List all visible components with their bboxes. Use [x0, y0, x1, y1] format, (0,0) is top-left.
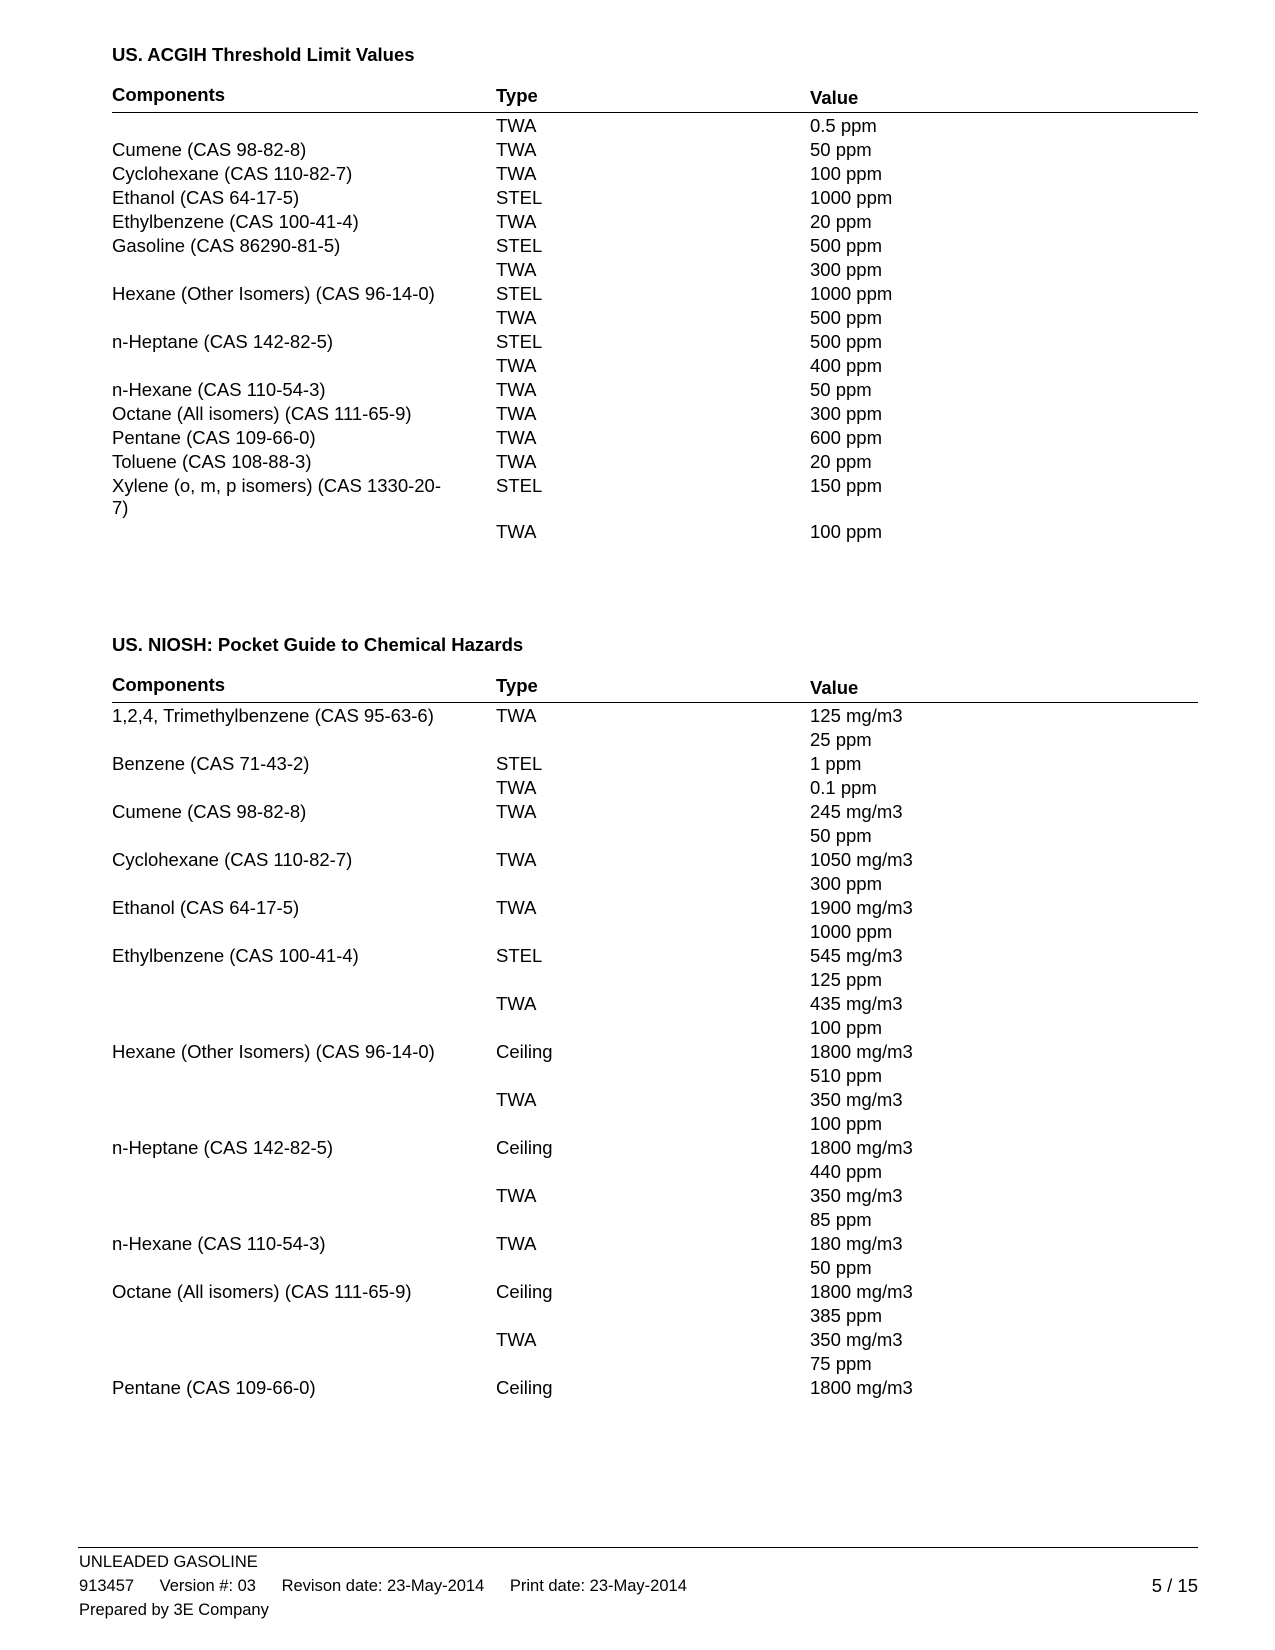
footer-revision-date: Revison date: 23-May-2014 [281, 1577, 485, 1595]
table-row [112, 379, 1198, 403]
component-cell: Octane (All isomers) (CAS 111-65-9) [112, 403, 412, 424]
type-cell: STEL [496, 283, 543, 304]
niosh-header-type: Type [496, 675, 538, 696]
footer-product: UNLEADED GASOLINE [79, 1553, 258, 1571]
acgih-table-body [112, 115, 1198, 545]
component-cell: Octane (All isomers) (CAS 111-65-9) [112, 1281, 412, 1302]
component-cell: Xylene (o, m, p isomers) (CAS 1330-20-7) [112, 475, 442, 518]
table-row [112, 115, 1198, 139]
type-cell: TWA [496, 520, 537, 542]
type-cell: TWA [496, 801, 537, 822]
table-row [112, 873, 1198, 897]
type-cell: TWA [496, 427, 537, 448]
value-cell: 300 ppm [810, 873, 882, 894]
table-row [112, 705, 1198, 729]
table-row [112, 475, 1198, 521]
type-cell: STEL [496, 187, 543, 208]
table-row [112, 1305, 1198, 1329]
acgih-header-components: Components [112, 84, 226, 105]
table-row [112, 753, 1198, 777]
value-cell: 1800 mg/m3 [810, 1137, 913, 1158]
table-row [112, 1017, 1198, 1041]
table-row [112, 1233, 1198, 1257]
component-cell: Pentane (CAS 109-66-0) [112, 427, 316, 448]
value-cell: 100 ppm [810, 520, 882, 542]
type-cell: STEL [496, 475, 543, 496]
component-cell: Cyclohexane (CAS 110-82-7) [112, 163, 353, 184]
type-cell: TWA [496, 1185, 537, 1206]
type-cell: STEL [496, 753, 543, 774]
component-cell: Pentane (CAS 109-66-0) [112, 1377, 316, 1398]
component-cell: Cumene (CAS 98-82-8) [112, 139, 307, 160]
component-cell: Cumene (CAS 98-82-8) [112, 801, 307, 822]
page-number: 5 / 15 [1151, 1575, 1198, 1596]
table-row [112, 211, 1198, 235]
table-row [112, 139, 1198, 163]
table-row [112, 307, 1198, 331]
value-cell: 300 ppm [810, 403, 882, 424]
type-cell: STEL [496, 235, 543, 256]
value-cell: 500 ppm [810, 331, 882, 352]
value-cell: 1000 ppm [810, 187, 893, 208]
table-row [112, 235, 1198, 259]
type-cell: TWA [496, 777, 537, 798]
type-cell: STEL [496, 945, 543, 966]
type-cell: Ceiling [496, 1281, 553, 1302]
type-cell: TWA [496, 355, 537, 376]
type-cell: Ceiling [496, 1041, 553, 1062]
table-row [112, 283, 1198, 307]
value-cell: 85 ppm [810, 1209, 872, 1230]
type-cell: Ceiling [496, 1137, 553, 1158]
type-cell: TWA [496, 897, 537, 918]
value-cell: 500 ppm [810, 235, 882, 256]
component-cell: Hexane (Other Isomers) (CAS 96-14-0) [112, 283, 435, 304]
component-cell: n-Hexane (CAS 110-54-3) [112, 1233, 326, 1254]
value-cell: 1900 mg/m3 [810, 897, 913, 918]
value-cell: 100 ppm [810, 1113, 882, 1134]
value-cell: 245 mg/m3 [810, 801, 903, 822]
table-row [112, 777, 1198, 801]
value-cell: 0.1 ppm [810, 777, 877, 798]
footer-divider [78, 1547, 1198, 1548]
value-cell: 180 mg/m3 [810, 1233, 903, 1254]
table-row [112, 451, 1198, 475]
table-row [112, 1041, 1198, 1065]
value-cell: 0.5 ppm [810, 115, 877, 136]
table-row [112, 1089, 1198, 1113]
niosh-table-header [112, 672, 1198, 703]
value-cell: 500 ppm [810, 307, 882, 328]
type-cell: TWA [496, 379, 537, 400]
value-cell: 50 ppm [810, 379, 872, 400]
type-cell: TWA [496, 163, 537, 184]
footer-prepared-by: Prepared by 3E Company [79, 1601, 269, 1619]
value-cell: 350 mg/m3 [810, 1185, 903, 1206]
component-cell: Ethylbenzene (CAS 100-41-4) [112, 211, 359, 232]
component-cell: Cyclohexane (CAS 110-82-7) [112, 849, 353, 870]
component-cell: Ethylbenzene (CAS 100-41-4) [112, 945, 359, 966]
table-row [112, 1329, 1198, 1353]
table-row [112, 163, 1198, 187]
table-row [112, 1353, 1198, 1377]
acgih-section-title: US. ACGIH Threshold Limit Values [112, 44, 415, 65]
acgih-header-type: Type [496, 85, 538, 106]
value-cell: 1800 mg/m3 [810, 1377, 913, 1398]
niosh-header-components: Components [112, 674, 226, 695]
value-cell: 20 ppm [810, 451, 872, 472]
value-cell: 25 ppm [810, 729, 872, 750]
value-cell: 50 ppm [810, 139, 872, 160]
type-cell: TWA [496, 115, 537, 136]
value-cell: 75 ppm [810, 1353, 872, 1374]
table-row [112, 1137, 1198, 1161]
component-cell: n-Heptane (CAS 142-82-5) [112, 1137, 334, 1158]
component-cell: Hexane (Other Isomers) (CAS 96-14-0) [112, 1041, 435, 1062]
table-row [112, 521, 1198, 545]
table-row [112, 1281, 1198, 1305]
value-cell: 510 ppm [810, 1065, 882, 1086]
footer-version: Version #: 03 [159, 1577, 256, 1595]
type-cell: TWA [496, 993, 537, 1014]
type-cell: TWA [496, 307, 537, 328]
table-row [112, 355, 1198, 379]
table-row [112, 801, 1198, 825]
niosh-table-body [112, 705, 1198, 1401]
type-cell: TWA [496, 849, 537, 870]
footer-doc-info [79, 1577, 708, 1596]
value-cell: 50 ppm [810, 1257, 872, 1278]
value-cell: 1800 mg/m3 [810, 1281, 913, 1302]
niosh-section-title: US. NIOSH: Pocket Guide to Chemical Hazards [112, 634, 524, 655]
value-cell: 545 mg/m3 [810, 945, 903, 966]
component-cell: 1,2,4, Trimethylbenzene (CAS 95-63-6) [112, 705, 434, 726]
component-cell: Toluene (CAS 108-88-3) [112, 451, 312, 472]
value-cell: 1000 ppm [810, 921, 893, 942]
footer-print-date: Print date: 23-May-2014 [509, 1577, 687, 1595]
component-cell: Ethanol (CAS 64-17-5) [112, 897, 300, 918]
table-row [112, 187, 1198, 211]
table-row [112, 921, 1198, 945]
type-cell: TWA [496, 1329, 537, 1350]
component-cell: Gasoline (CAS 86290-81-5) [112, 235, 341, 256]
table-row [112, 1113, 1198, 1137]
component-cell: Ethanol (CAS 64-17-5) [112, 187, 300, 208]
table-row [112, 259, 1198, 283]
table-row [112, 849, 1198, 873]
footer-doc-id: 913457 [79, 1577, 135, 1595]
value-cell: 100 ppm [810, 1017, 882, 1038]
component-cell: n-Heptane (CAS 142-82-5) [112, 331, 334, 352]
value-cell: 1000 ppm [810, 283, 893, 304]
type-cell: TWA [496, 705, 537, 726]
table-row [112, 1257, 1198, 1281]
component-cell: Benzene (CAS 71-43-2) [112, 753, 310, 774]
value-cell: 440 ppm [810, 1161, 882, 1182]
type-cell: TWA [496, 259, 537, 280]
value-cell: 125 mg/m3 [810, 705, 903, 726]
table-row [112, 427, 1198, 451]
table-row [112, 1209, 1198, 1233]
type-cell: TWA [496, 451, 537, 472]
table-row [112, 993, 1198, 1017]
table-row [112, 1161, 1198, 1185]
table-row [112, 1377, 1198, 1401]
table-row [112, 1185, 1198, 1209]
value-cell: 350 mg/m3 [810, 1089, 903, 1110]
value-cell: 1800 mg/m3 [810, 1041, 913, 1062]
table-row [112, 403, 1198, 427]
acgih-header-value: Value [810, 87, 859, 108]
type-cell: TWA [496, 1233, 537, 1254]
value-cell: 385 ppm [810, 1305, 882, 1326]
type-cell: STEL [496, 331, 543, 352]
niosh-header-value: Value [810, 677, 859, 698]
type-cell: TWA [496, 403, 537, 424]
value-cell: 100 ppm [810, 163, 882, 184]
value-cell: 300 ppm [810, 259, 882, 280]
type-cell: TWA [496, 211, 537, 232]
value-cell: 600 ppm [810, 427, 882, 448]
component-cell: n-Hexane (CAS 110-54-3) [112, 379, 326, 400]
value-cell: 1 ppm [810, 753, 862, 774]
type-cell: TWA [496, 1089, 537, 1110]
value-cell: 350 mg/m3 [810, 1329, 903, 1350]
value-cell: 125 ppm [810, 969, 882, 990]
value-cell: 20 ppm [810, 211, 872, 232]
acgih-table-header [112, 82, 1198, 113]
value-cell: 50 ppm [810, 825, 872, 846]
value-cell: 1050 mg/m3 [810, 849, 913, 870]
value-cell: 400 ppm [810, 355, 882, 376]
value-cell: 435 mg/m3 [810, 993, 903, 1014]
table-row [112, 729, 1198, 753]
table-row [112, 331, 1198, 355]
table-row [112, 897, 1198, 921]
type-cell: TWA [496, 139, 537, 160]
type-cell: Ceiling [496, 1377, 553, 1398]
value-cell: 150 ppm [810, 475, 882, 496]
table-row [112, 945, 1198, 969]
table-row [112, 969, 1198, 993]
table-row [112, 825, 1198, 849]
table-row [112, 1065, 1198, 1089]
